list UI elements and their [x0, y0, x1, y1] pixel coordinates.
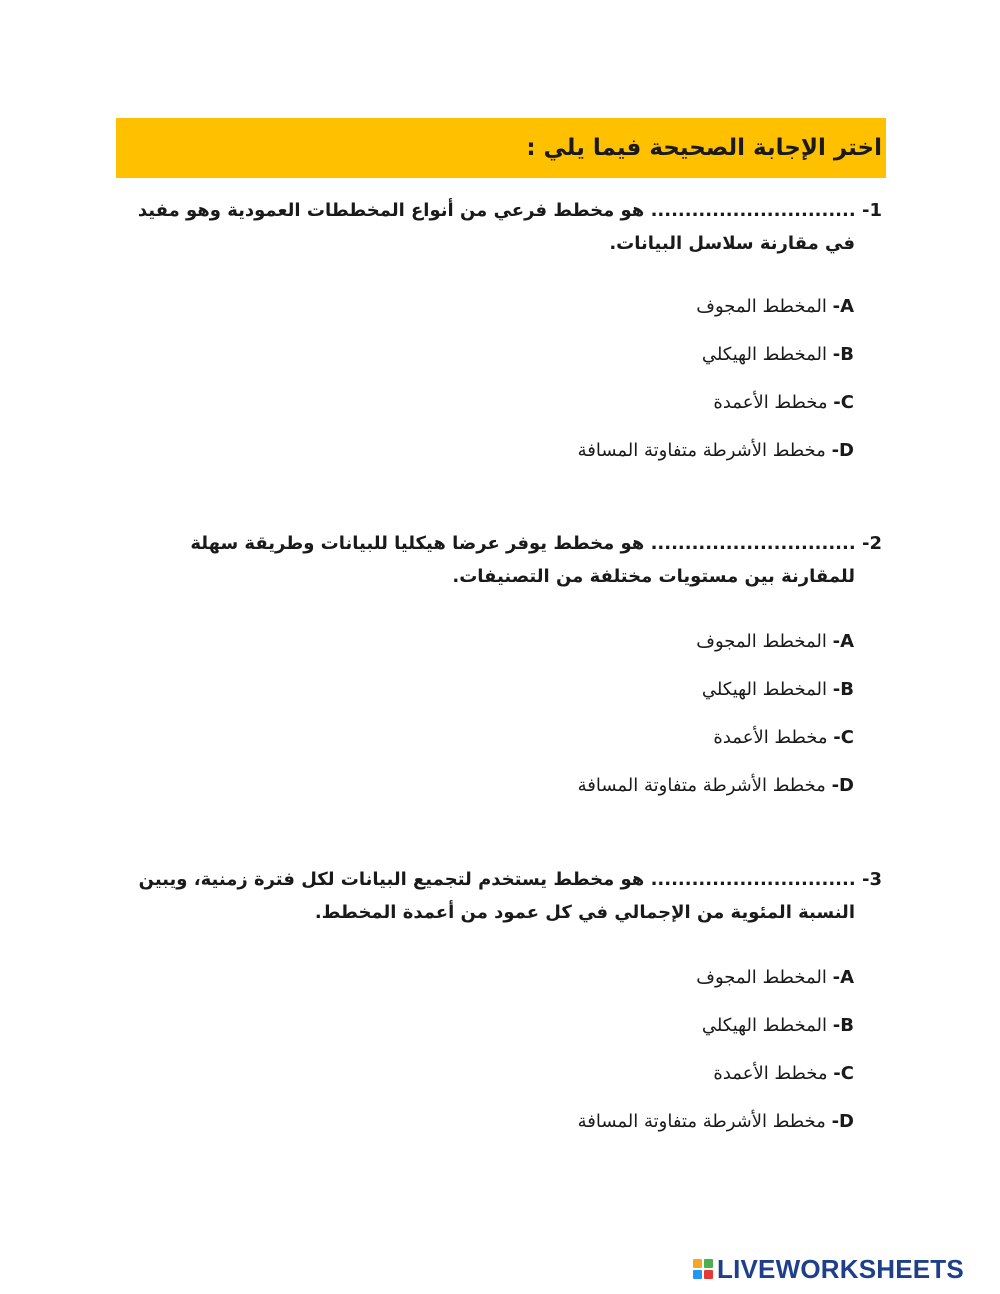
question-text-line1: هو مخطط يستخدم لتجميع البيانات لكل فترة زمنية، ويبين [138, 869, 645, 890]
option-letter: C- [833, 727, 854, 748]
option-letter: B- [832, 1015, 854, 1036]
question-number: 1- [861, 200, 882, 221]
answer-blank: .............................. [650, 200, 856, 221]
logo-square-icon [693, 1259, 702, 1268]
option-c[interactable] [713, 390, 854, 416]
question-text-line1: هو مخطط فرعي من أنواع المخططات العمودية وهو مفيد [137, 200, 645, 221]
logo-square-icon [693, 1270, 702, 1279]
option-letter: C- [833, 1063, 854, 1084]
question-3 [139, 863, 882, 929]
question-text-line2: في مقارنة سلاسل البيانات. [609, 233, 855, 254]
logo-square-icon [704, 1270, 713, 1279]
question-2 [190, 527, 882, 593]
answer-blank: .............................. [650, 869, 856, 890]
option-letter: D- [831, 1111, 854, 1132]
option-letter: B- [832, 344, 854, 365]
instructions-header [116, 118, 886, 178]
instructions-title: اختر الإجابة الصحيحة فيما يلي : [526, 135, 882, 161]
option-text: المخطط الهيكلي [701, 679, 828, 700]
logo-square-icon [704, 1259, 713, 1268]
option-letter: A- [832, 967, 854, 988]
option-d[interactable] [578, 438, 854, 464]
option-text: مخطط الأعمدة [713, 1063, 828, 1084]
question-text-line1: هو مخطط يوفر عرضا هيكليا للبيانات وطريقة سهلة [190, 533, 645, 554]
option-text: المخطط المجوف [696, 967, 827, 988]
logo-grid-icon [693, 1259, 713, 1279]
option-text: المخطط الهيكلي [701, 1015, 828, 1036]
answer-blank: .............................. [650, 533, 856, 554]
option-text: المخطط المجوف [696, 631, 827, 652]
option-d[interactable] [578, 773, 854, 799]
option-b[interactable] [702, 1013, 854, 1039]
option-letter: B- [832, 679, 854, 700]
question-text-line2: النسبة المئوية من الإجمالي في كل عمود من أعمدة المخطط. [314, 902, 855, 923]
option-letter: D- [831, 440, 854, 461]
option-a[interactable] [696, 629, 854, 655]
option-text: مخطط الأعمدة [713, 727, 828, 748]
logo-text: LIVEWORKSHEETS [717, 1254, 964, 1284]
option-text: مخطط الأشرطة متفاوتة المسافة [577, 1111, 826, 1132]
option-text: مخطط الأشرطة متفاوتة المسافة [577, 775, 826, 796]
option-b[interactable] [702, 342, 854, 368]
option-c[interactable] [713, 725, 854, 751]
option-a[interactable] [696, 294, 854, 320]
liveworksheets-logo [693, 1255, 964, 1283]
option-letter: C- [833, 392, 854, 413]
option-text: المخطط المجوف [696, 296, 827, 317]
option-letter: A- [832, 296, 854, 317]
option-b[interactable] [702, 677, 854, 703]
question-number: 2- [861, 533, 882, 554]
question-number: 3- [861, 869, 882, 890]
question-text-line2: للمقارنة بين مستويات مختلفة من التصنيفات. [452, 566, 855, 587]
option-c[interactable] [713, 1061, 854, 1087]
option-text: مخطط الأشرطة متفاوتة المسافة [577, 440, 826, 461]
option-a[interactable] [696, 965, 854, 991]
option-letter: A- [832, 631, 854, 652]
question-1 [138, 194, 882, 260]
option-letter: D- [831, 775, 854, 796]
option-d[interactable] [578, 1109, 854, 1135]
option-text: المخطط الهيكلي [701, 344, 828, 365]
option-text: مخطط الأعمدة [713, 392, 828, 413]
